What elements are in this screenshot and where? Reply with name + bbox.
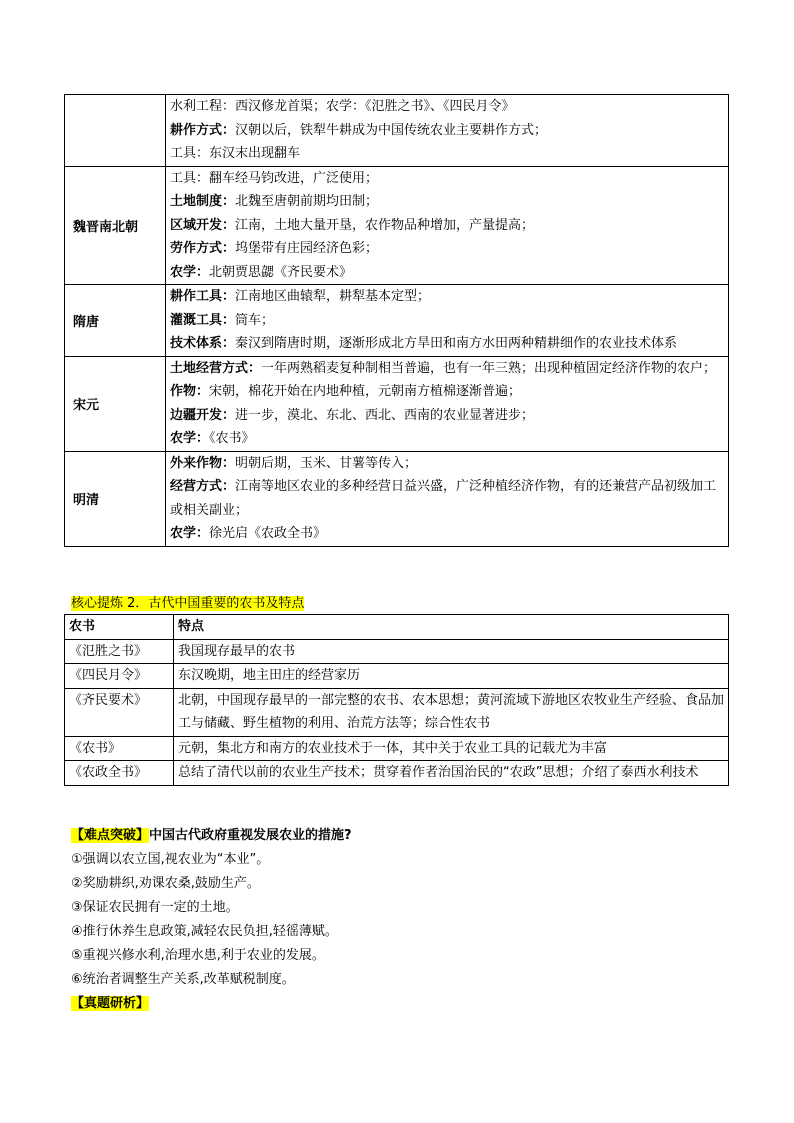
era-row: [65, 95, 729, 167]
line-text: 江南等地区农业的多种经营日益兴盛，广泛种植经济作物，有的还兼营产品初级加工或相关副业；: [170, 479, 717, 518]
line-key: 劳作方式：: [170, 241, 236, 256]
difficulty-tag: 【难点突破】: [71, 828, 150, 843]
content-line: [170, 357, 724, 381]
content-line: [170, 522, 724, 546]
content-line: [170, 261, 724, 285]
table-header-row: [65, 615, 729, 640]
line-key: 农学：: [170, 264, 210, 280]
line-key: 耕作工具：: [170, 289, 236, 304]
difficulty-heading: [71, 824, 352, 848]
book-name: 《农书》: [65, 736, 174, 761]
measure-item: ①强调以农立国,视农业为“本业”。: [71, 852, 270, 867]
line-key: 土地经营方式：: [170, 360, 262, 376]
content-line: [170, 142, 724, 166]
measure-item: ②奖励耕织,劝课农桑,鼓励生产。: [71, 876, 260, 891]
line-key: 作物：: [170, 384, 210, 399]
book-features: 北朝，中国现存最早的一部完整的农书、农本思想；黄河流域下游地区农牧业生产经验、食品加工与储藏、野生植物的利用、治荒方法等；综合性农书: [174, 688, 729, 736]
era-name: 宋元: [65, 356, 166, 451]
exam-analysis-tag: 【真题研析】: [71, 996, 150, 1011]
book-name: 《四民月令》: [65, 664, 174, 689]
era-content: [166, 451, 729, 546]
line-text: 秦汉到隋唐时期，逐渐形成北方旱田和南方水田两种精耕细作的农业技术体系: [235, 336, 678, 351]
line-key: 灌溉工具：: [170, 312, 236, 328]
era-row: [65, 451, 729, 546]
line-text: 汉朝以后，铁犁牛耕成为中国传统农业主要耕作方式；: [235, 122, 548, 138]
era-row: [65, 166, 729, 285]
header-book: 农书: [65, 615, 174, 640]
content-line: [170, 332, 724, 356]
book-features: 我国现存最早的农书: [174, 639, 729, 664]
era-row: [65, 356, 729, 451]
era-name: 魏晋南北朝: [65, 166, 166, 285]
content-line: [170, 119, 724, 143]
measure-item: ③保证农民拥有一定的土地。: [71, 900, 239, 915]
line-text: 宋朝，棉花开始在内地种植，元朝南方植棉逐渐普遍；: [209, 384, 522, 399]
line-key: 技术体系：: [170, 336, 236, 351]
section-title-agri-books: [71, 592, 304, 611]
line-key: 土地制度：: [170, 194, 236, 209]
line-text: 北魏至唐朝前期均田制；: [235, 194, 379, 209]
line-key: 经营方式：: [170, 479, 236, 494]
book-name: 《氾胜之书》: [65, 639, 174, 664]
table-row: [65, 688, 729, 736]
line-text: 明朝后期，玉米、甘薯等传入；: [235, 455, 418, 471]
content-line: [170, 309, 724, 333]
line-text: 坞堡带有庄园经济色彩；: [235, 241, 379, 256]
agriculture-era-table: [64, 94, 729, 547]
line-key: 农学：: [170, 431, 210, 446]
line-text: 筒车；: [235, 312, 275, 328]
table-row: [65, 736, 729, 761]
content-line: [170, 380, 724, 404]
line-key: 农学：: [170, 526, 210, 541]
era-content: [166, 95, 729, 167]
line-text: 江南地区曲辕犁，耕犁基本定型；: [235, 289, 431, 304]
exam-analysis-heading: [71, 992, 149, 1016]
table-row: [65, 761, 729, 786]
line-key: 区域开发：: [170, 217, 236, 233]
difficulty-question: 中国古代政府重视发展农业的措施?: [149, 828, 352, 843]
era-row: [65, 285, 729, 357]
content-line: [170, 167, 724, 191]
content-line: [170, 475, 724, 522]
book-features: 东汉晚期，地主田庄的经营家历: [174, 664, 729, 689]
content-line: [170, 190, 724, 214]
content-line: [170, 404, 724, 428]
line-text: 北朝贾思勰《齐民要术》: [209, 264, 353, 280]
book-name: 《农政全书》: [65, 761, 174, 786]
line-text: 徐光启《农政全书》: [209, 526, 327, 541]
era-name: 明清: [65, 451, 166, 546]
line-key: 边疆开发：: [170, 407, 236, 423]
measure-item: ⑤重视兴修水利,治理水患,利于农业的发展。: [71, 948, 325, 963]
content-line: [170, 427, 724, 451]
era-content: [166, 356, 729, 451]
section-title-text: 核心提炼 2．古代中国重要的农书及特点: [71, 596, 305, 611]
book-features: 总结了清代以前的农业生产技术；贯穿着作者治国治民的“农政”思想；介绍了泰西水利技术: [174, 761, 729, 786]
measure-item: ④推行休养生息政策,减轻农民负担,轻徭薄赋。: [71, 924, 338, 939]
content-line: [170, 214, 724, 238]
content-line: [170, 285, 724, 309]
era-content: [166, 166, 729, 285]
line-key: 耕作方式：: [170, 122, 236, 138]
line-text: 工具：东汉末出现翻车: [170, 146, 301, 161]
content-line: [170, 237, 724, 261]
book-features: 元朝，集北方和南方的农业技术于一体，其中关于农业工具的记载尤为丰富: [174, 736, 729, 761]
line-key: 外来作物：: [170, 455, 236, 471]
line-text: 江南，土地大量开垦，农作物品种增加，产量提高；: [235, 217, 535, 233]
book-name: 《齐民要术》: [65, 688, 174, 736]
line-text: 水利工程：西汉修龙首渠；农学：《氾胜之书》、《四民月令》: [170, 99, 515, 114]
header-features: 特点: [174, 615, 729, 640]
era-name: [65, 95, 166, 167]
line-text: 工具：翻车经马钧改进，广泛使用；: [170, 170, 379, 186]
content-line: [170, 452, 724, 476]
table-row: [65, 664, 729, 689]
agri-books-table: [64, 614, 729, 786]
era-content: [166, 285, 729, 357]
content-line: [170, 95, 724, 119]
line-text: 《农书》: [209, 431, 255, 446]
measure-item: ⑥统治者调整生产关系,改革赋税制度。: [71, 972, 295, 987]
era-name: 隋唐: [65, 285, 166, 357]
line-text: 一年两熟稻麦复种制相当普遍，也有一年三熟；出现种植固定经济作物的农户；: [261, 360, 717, 376]
table-row: [65, 639, 729, 664]
line-text: 进一步，漠北、东北、西北、西南的农业显著进步；: [235, 407, 535, 423]
